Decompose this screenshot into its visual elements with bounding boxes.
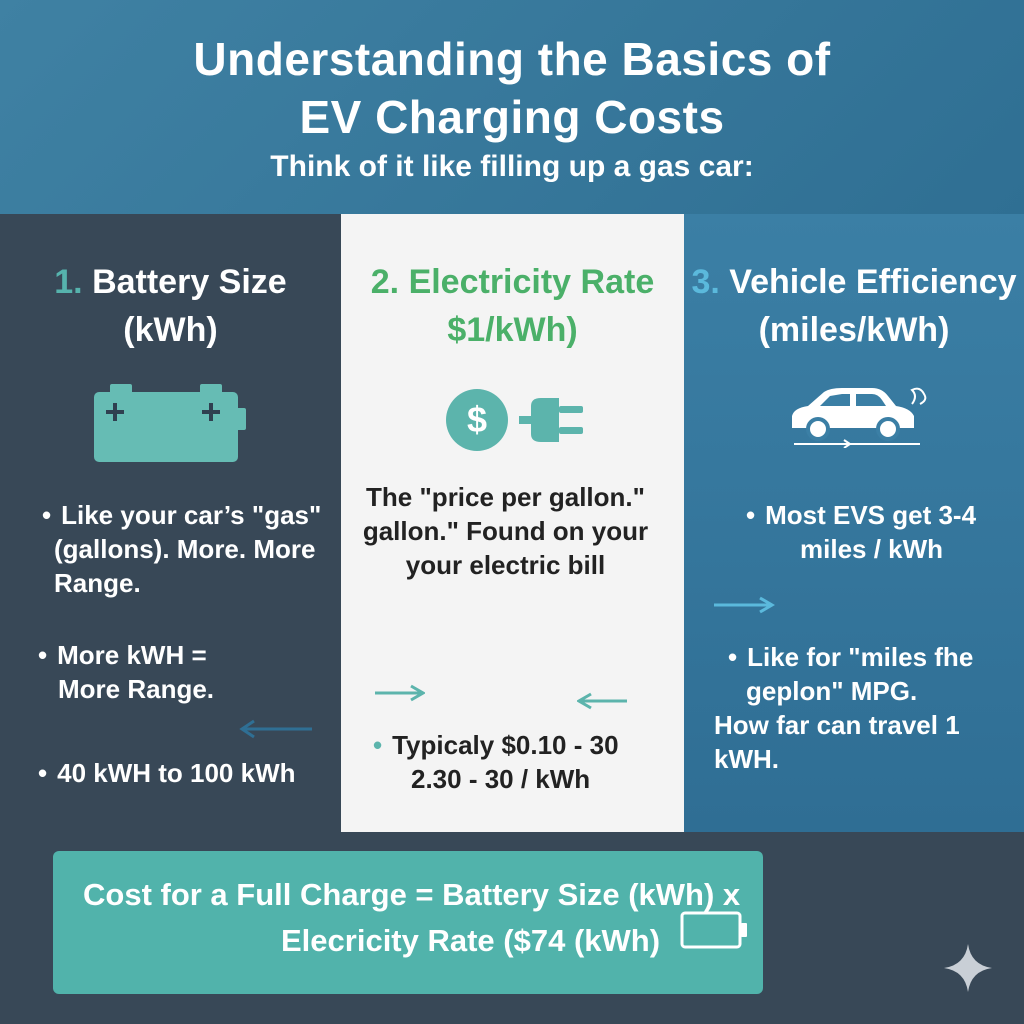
formula-line-2: Elecricity Rate ($74 (kWh) (281, 923, 661, 958)
column-title-line-2: (kWh) (123, 311, 218, 349)
column-title-line-1: Battery Size (92, 263, 287, 301)
arrow-right-icon (373, 684, 425, 702)
svg-text:$: $ (466, 399, 488, 440)
column-title-line-1: Vehicle Efficiency (729, 263, 1017, 301)
arrow-left-icon (238, 719, 314, 739)
price-per-gallon-text: The "price per gallon." gallon." Found on your your electric bill (362, 482, 649, 580)
column-number: 2. (370, 263, 400, 301)
vehicle-efficiency-title (684, 260, 1024, 304)
page-subtitle: Think of it like filling up a gas car: (270, 150, 754, 183)
column-number: 1. (54, 263, 83, 301)
list-item: • More kWH = More Range. (38, 640, 215, 704)
header-banner (0, 0, 1024, 214)
page-title-line-1: Understanding the Basics of (193, 33, 831, 85)
column-title-line-2: (miles/kWh) (758, 311, 950, 349)
column-title-line-2: $1/kWh) (447, 311, 578, 349)
battery-outline-icon (680, 910, 750, 950)
arrow-right-icon (712, 596, 776, 614)
battery-size-title (0, 260, 341, 304)
battery-icon (88, 384, 248, 464)
list-item: • Like your car’s "gas" (gallons). More. More Range. (42, 500, 322, 598)
battery-size-column (0, 214, 341, 832)
formula-box (53, 851, 763, 994)
column-title-line-1: Electricity Rate (408, 263, 655, 301)
car-icon (784, 384, 930, 448)
sparkle-icon (942, 942, 994, 994)
dollar-coin-icon (445, 388, 509, 452)
plug-icon (519, 394, 593, 446)
list-item: • Most EVS get 3-4 miles / kWh (746, 500, 977, 564)
list-item: • Like for "miles fhe geplon" MPG. How far can travel 1 kWH. (714, 642, 974, 774)
page-title-line-2: EV Charging Costs (299, 91, 725, 143)
list-item: • 40 kWH to 100 kWh (38, 758, 296, 788)
electricity-rate-column (341, 214, 684, 832)
formula-line-1: Cost for a Full Charge = Battery Size (kWh) x (83, 877, 741, 912)
electricity-rate-title (341, 260, 684, 304)
column-number: 3. (691, 263, 720, 301)
arrow-left-icon (577, 692, 629, 710)
list-item: • Typicaly $0.10 - 30 2.30 - 30 / kWh (373, 730, 619, 794)
vehicle-efficiency-column (684, 214, 1024, 832)
